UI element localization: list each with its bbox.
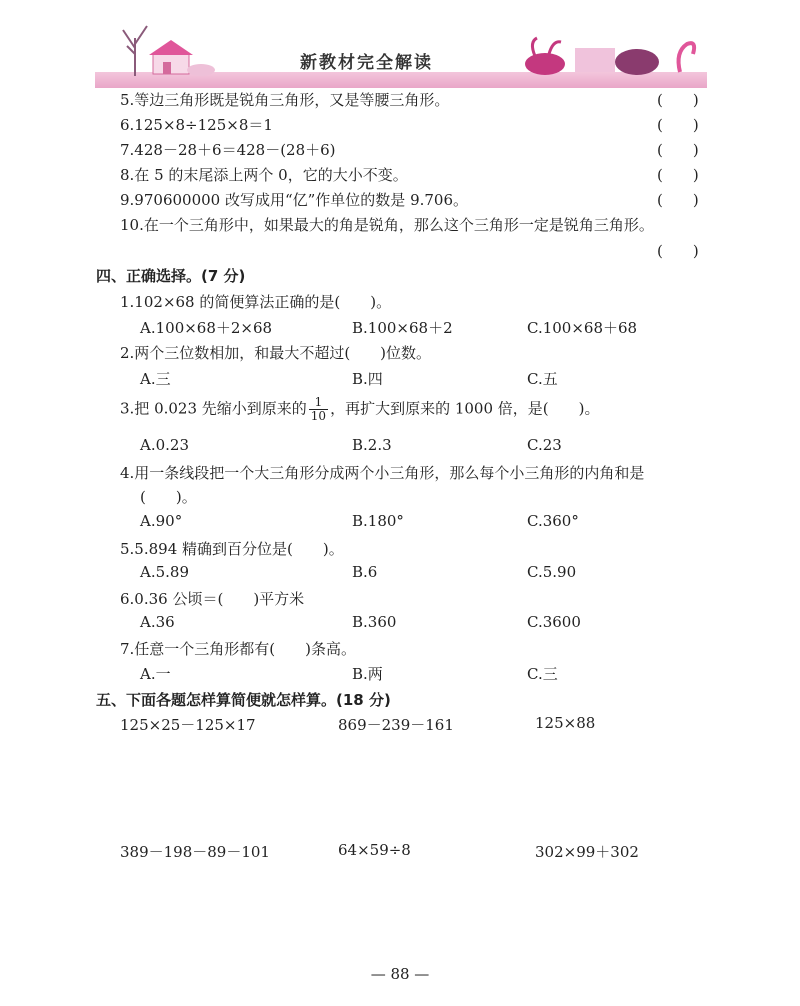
choice-q7-option-a: A.一 [140,665,171,683]
answer-blank: ( ) [657,242,699,260]
choice-q4-stem-cont: ( )。 [140,488,197,506]
choice-q4-option-b: B.180° [352,512,404,530]
judge-q5: 5.等边三角形既是锐角三角形，又是等腰三角形。 [120,91,450,109]
choice-q6-option-c: C.3600 [527,613,581,631]
choice-q5-option-a: A.5.89 [140,563,189,581]
choice-q6-option-b: B.360 [352,613,397,631]
calc-item: 869－239－161 [338,716,454,734]
choice-q3-stem [120,396,600,423]
choice-q4-option-c: C.360° [527,512,579,530]
section-4-heading: 四、正确选择。(7 分) [96,267,246,285]
choice-q2-option-c: C.五 [527,370,558,388]
decorative-flowers-illustration [515,36,705,78]
choice-q3-stem-post: ，再扩大到原来的 1000 倍，是( )。 [330,399,600,418]
judge-q8: 8.在 5 的末尾添上两个 0，它的大小不变。 [120,166,408,184]
calc-item: 125×25－125×17 [120,716,256,734]
choice-q5-option-c: C.5.90 [527,563,577,581]
choice-q2-option-a: A.三 [140,370,171,388]
choice-q7-option-c: C.三 [527,665,558,683]
choice-q6-option-a: A.36 [140,613,175,631]
fraction-one-tenth [309,396,328,423]
choice-q1-option-c: C.100×68＋68 [527,319,638,337]
calc-item: 64×59÷8 [338,841,411,859]
judge-q10: 10.在一个三角形中，如果最大的角是锐角，那么这个三角形一定是锐角三角形。 [120,216,654,234]
page-header [95,18,707,90]
answer-blank: ( ) [657,191,699,209]
calc-item: 125×88 [535,714,596,732]
choice-q5-option-b: B.6 [352,563,378,581]
answer-blank: ( ) [657,116,699,134]
choice-q3-option-b: B.2.3 [352,436,392,454]
choice-q1-option-b: B.100×68＋2 [352,319,453,337]
answer-blank: ( ) [657,166,699,184]
choice-q3-option-c: C.23 [527,436,562,454]
house-tree-illustration [105,18,215,78]
calc-item: 389－198－89－101 [120,843,270,861]
answer-blank: ( ) [657,141,699,159]
choice-q4-option-a: A.90° [140,512,183,530]
choice-q2-stem: 2.两个三位数相加，和最大不超过( )位数。 [120,344,432,362]
header-title: 新教材完全解读 [300,53,433,73]
choice-q1-stem: 1.102×68 的简便算法正确的是( )。 [120,293,392,311]
choice-q4-stem: 4.用一条线段把一个大三角形分成两个小三角形，那么每个小三角形的内角和是 [120,464,645,482]
choice-q2-option-b: B.四 [352,370,383,388]
judge-q9: 9.970600000 改写成用“亿”作单位的数是 9.706。 [120,191,469,209]
judge-q6: 6.125×8÷125×8＝1 [120,116,273,134]
calc-item: 302×99＋302 [535,843,639,861]
judge-q7: 7.428－28＋6＝428－(28＋6) [120,141,336,159]
page-number: — 88 — [370,965,430,983]
answer-blank: ( ) [657,91,699,109]
choice-q6-stem: 6.0.36 公顷＝( )平方米 [120,590,305,608]
section-5-heading: 五、下面各题怎样算简便就怎样算。(18 分) [96,691,391,709]
choice-q5-stem: 5.5.894 精确到百分位是( )。 [120,540,344,558]
choice-q7-option-b: B.两 [352,665,383,683]
choice-q7-stem: 7.任意一个三角形都有( )条高。 [120,640,357,658]
fraction-denominator: 10 [310,409,327,423]
choice-q3-stem-pre: 3.把 0.023 先缩小到原来的 [120,399,307,418]
fraction-numerator: 1 [309,396,328,410]
choice-q1-option-a: A.100×68＋2×68 [140,319,273,337]
choice-q3-option-a: A.0.23 [140,436,189,454]
